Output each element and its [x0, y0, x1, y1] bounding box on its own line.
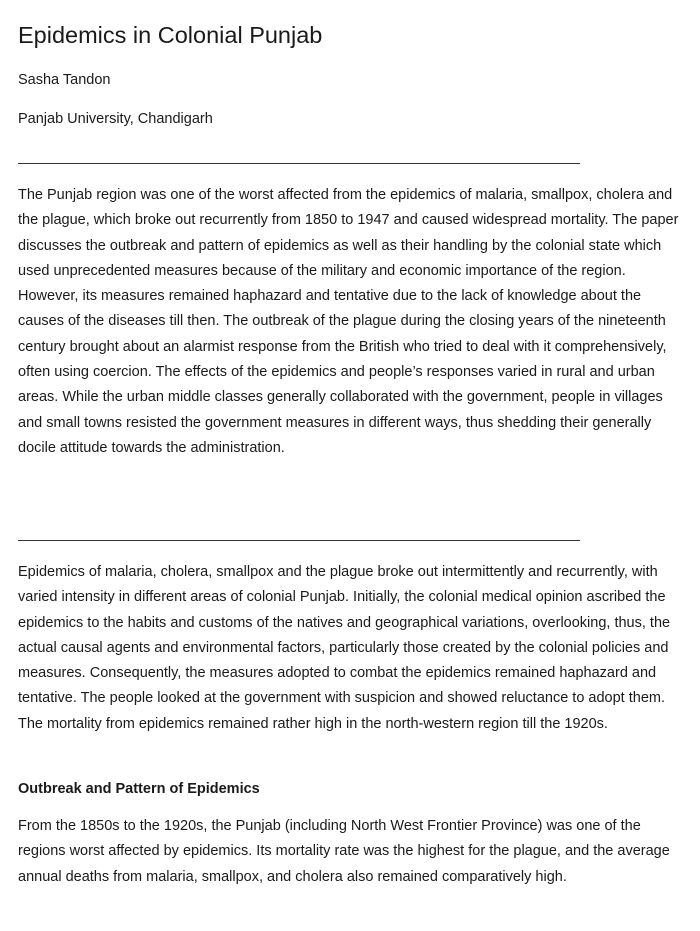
section-paragraph: From the 1850s to the 1920s, the Punjab (including North West Frontier Province) was one of the regions worst affected by epidemics. Its mortality rate was the highest for the plague, and the average annual deaths from malaria, smallpox, and cholera also remained comparatively high. — [18, 818, 670, 885]
author-affiliation: Panjab University, Chandigarh — [18, 111, 213, 127]
divider-line — [18, 163, 580, 164]
intro-paragraph: Epidemics of malaria, cholera, smallpox and the plague broke out intermittently and recurrently, with varied intensity in different areas of colonial Punjab. Initially, the colonial medical opinion ascribed the epidemics to the habits and customs of the natives and geographical variations, overlooking, thus, the actual causal agents and environmental factors, particularly those created by the colonial policies and measures. Consequently, the measures adopted to combat the epidemics remained haphazard and tentative. The people looked at the government with suspicion and showed reluctance to adopt them. The mortality from epidemics remained rather high in the north-western region till the 1920s. — [18, 564, 671, 732]
author-name: Sasha Tandon — [18, 72, 111, 88]
section-heading: Outbreak and Pattern of Epidemics — [18, 781, 260, 797]
abstract-paragraph: The Punjab region was one of the worst affected from the epidemics of malaria, smallpox, cholera and the plague, which broke out recurrently from 1850 to 1947 and caused widespread mortality. The paper discusses the outbreak and pattern of epidemics as well as their handling by the colonial state which used unprecedented measures because of the military and economic importance of the region. However, its measures remained haphazard and tentative due to the lack of knowledge about the causes of the diseases till then. The outbreak of the plague during the closing years of the nineteenth century brought about an alarmist response from the British who tried to deal with it comprehensively, often using coercion. The effects of the epidemics and people’s responses varied in rural and urban areas. While the urban middle classes generally collaborated with the government, people in villages and small towns resisted the government measures in different ways, thus shedding their generally docile attitude towards the administration. — [18, 187, 679, 456]
divider-line — [18, 540, 580, 541]
document-title: Epidemics in Colonial Punjab — [18, 22, 323, 48]
